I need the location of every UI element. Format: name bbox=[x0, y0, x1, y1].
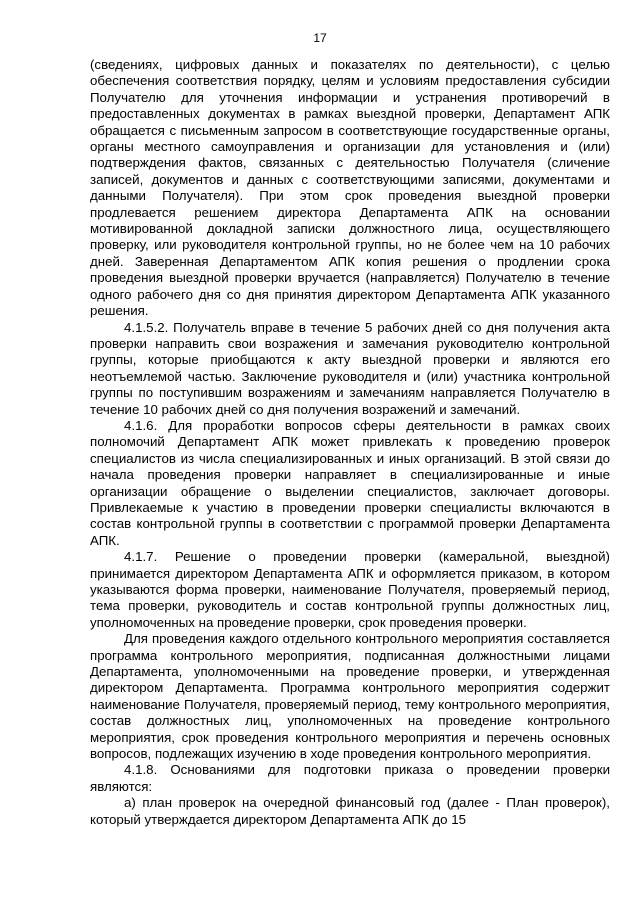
paragraph-4-1-8: 4.1.8. Основаниями для подготовки приказа о проведении проверки являются: bbox=[90, 762, 610, 794]
paragraph-continuation: (сведениях, цифровых данных и показателях по деятельности), с целью обеспечения соответствия порядку, целям и условиям предоставления субсидии Получателю для уточнения информации и устранения противоречий в предоставленных документах в рамках выездной проверки, Департамент АПК обращается с письменным запросом в соответствующие государственные органы, органы местного самоуправления и организации для установления и (или) подтверждения фактов, связанных с деятельностью Получателя (сличение записей, документов и данных с соответствующими записями, документами и данными Получателя). При этом срок проведения выездной проверки продлевается решением директора Департамента АПК на основании мотивированной докладной записки должностного лица, осуществляющего проверку, или руководителя контрольной группы, но не более чем на 10 рабочих дней. Заверенная Департаментом АПК копия решения о продлении срока проведения выездной проверки вручается (направляется) Получателю в течение одного рабочего дня со дня принятия директором Департамента АПК указанного решения. bbox=[90, 57, 610, 319]
paragraph-4-1-5-2: 4.1.5.2. Получатель вправе в течение 5 рабочих дней со дня получения акта проверки направить свои возражения и замечания руководителю контрольной группы, которые приобщаются к акту выездной проверки и являются его неотъемлемой частью. Заключение руководителя и (или) участника контрольной группы по поступившим возражениям и замечаниям направляется Получателю в течение 10 рабочих дней со дня получения возражений и замечаний. bbox=[90, 319, 610, 417]
paragraph-program: Для проведения каждого отдельного контрольного мероприятия составляется программа контрольного мероприятия, подписанная должностными лицами Департамента, уполномоченными на проведение проверки, и утвержденная директором Департамента. Программа контрольного мероприятия содержит наименование Получателя, проверяемый период, тему контрольного мероприятия, состав должностных лиц, уполномоченных на проведение контрольного мероприятия, срок проведения контрольного мероприятия и перечень основных вопросов, подлежащих изучению в ходе проведения контрольного мероприятия. bbox=[90, 631, 610, 762]
page-number: 17 bbox=[313, 31, 327, 45]
paragraph-item-a: а) план проверок на очередной финансовый год (далее - План проверок), который утверждается директором Департамента АПК до 15 bbox=[90, 795, 610, 827]
document-body bbox=[90, 57, 610, 828]
paragraph-4-1-6: 4.1.6. Для проработки вопросов сферы деятельности в рамках своих полномочий Департамент АПК может привлекать к проведению проверок специалистов из числа специализированных и иных организаций. В этой связи до начала проведения проверки направляет в специализированные и иные организации обращение о выделении специалистов, заключает договоры. Привлекаемые к участию в проведении проверки специалисты включаются в состав контрольной группы в соответствии с программой проверки Департамента АПК. bbox=[90, 417, 610, 548]
paragraph-4-1-7: 4.1.7. Решение о проведении проверки (камеральной, выездной) принимается директором Департамента АПК и оформляется приказом, в котором указываются форма проверки, наименование Получателя, проверяемый период, тема проверки, руководитель и состав контрольной группы должностных лиц, уполномоченных на проведение проверки, срок проведения проверки. bbox=[90, 549, 610, 630]
